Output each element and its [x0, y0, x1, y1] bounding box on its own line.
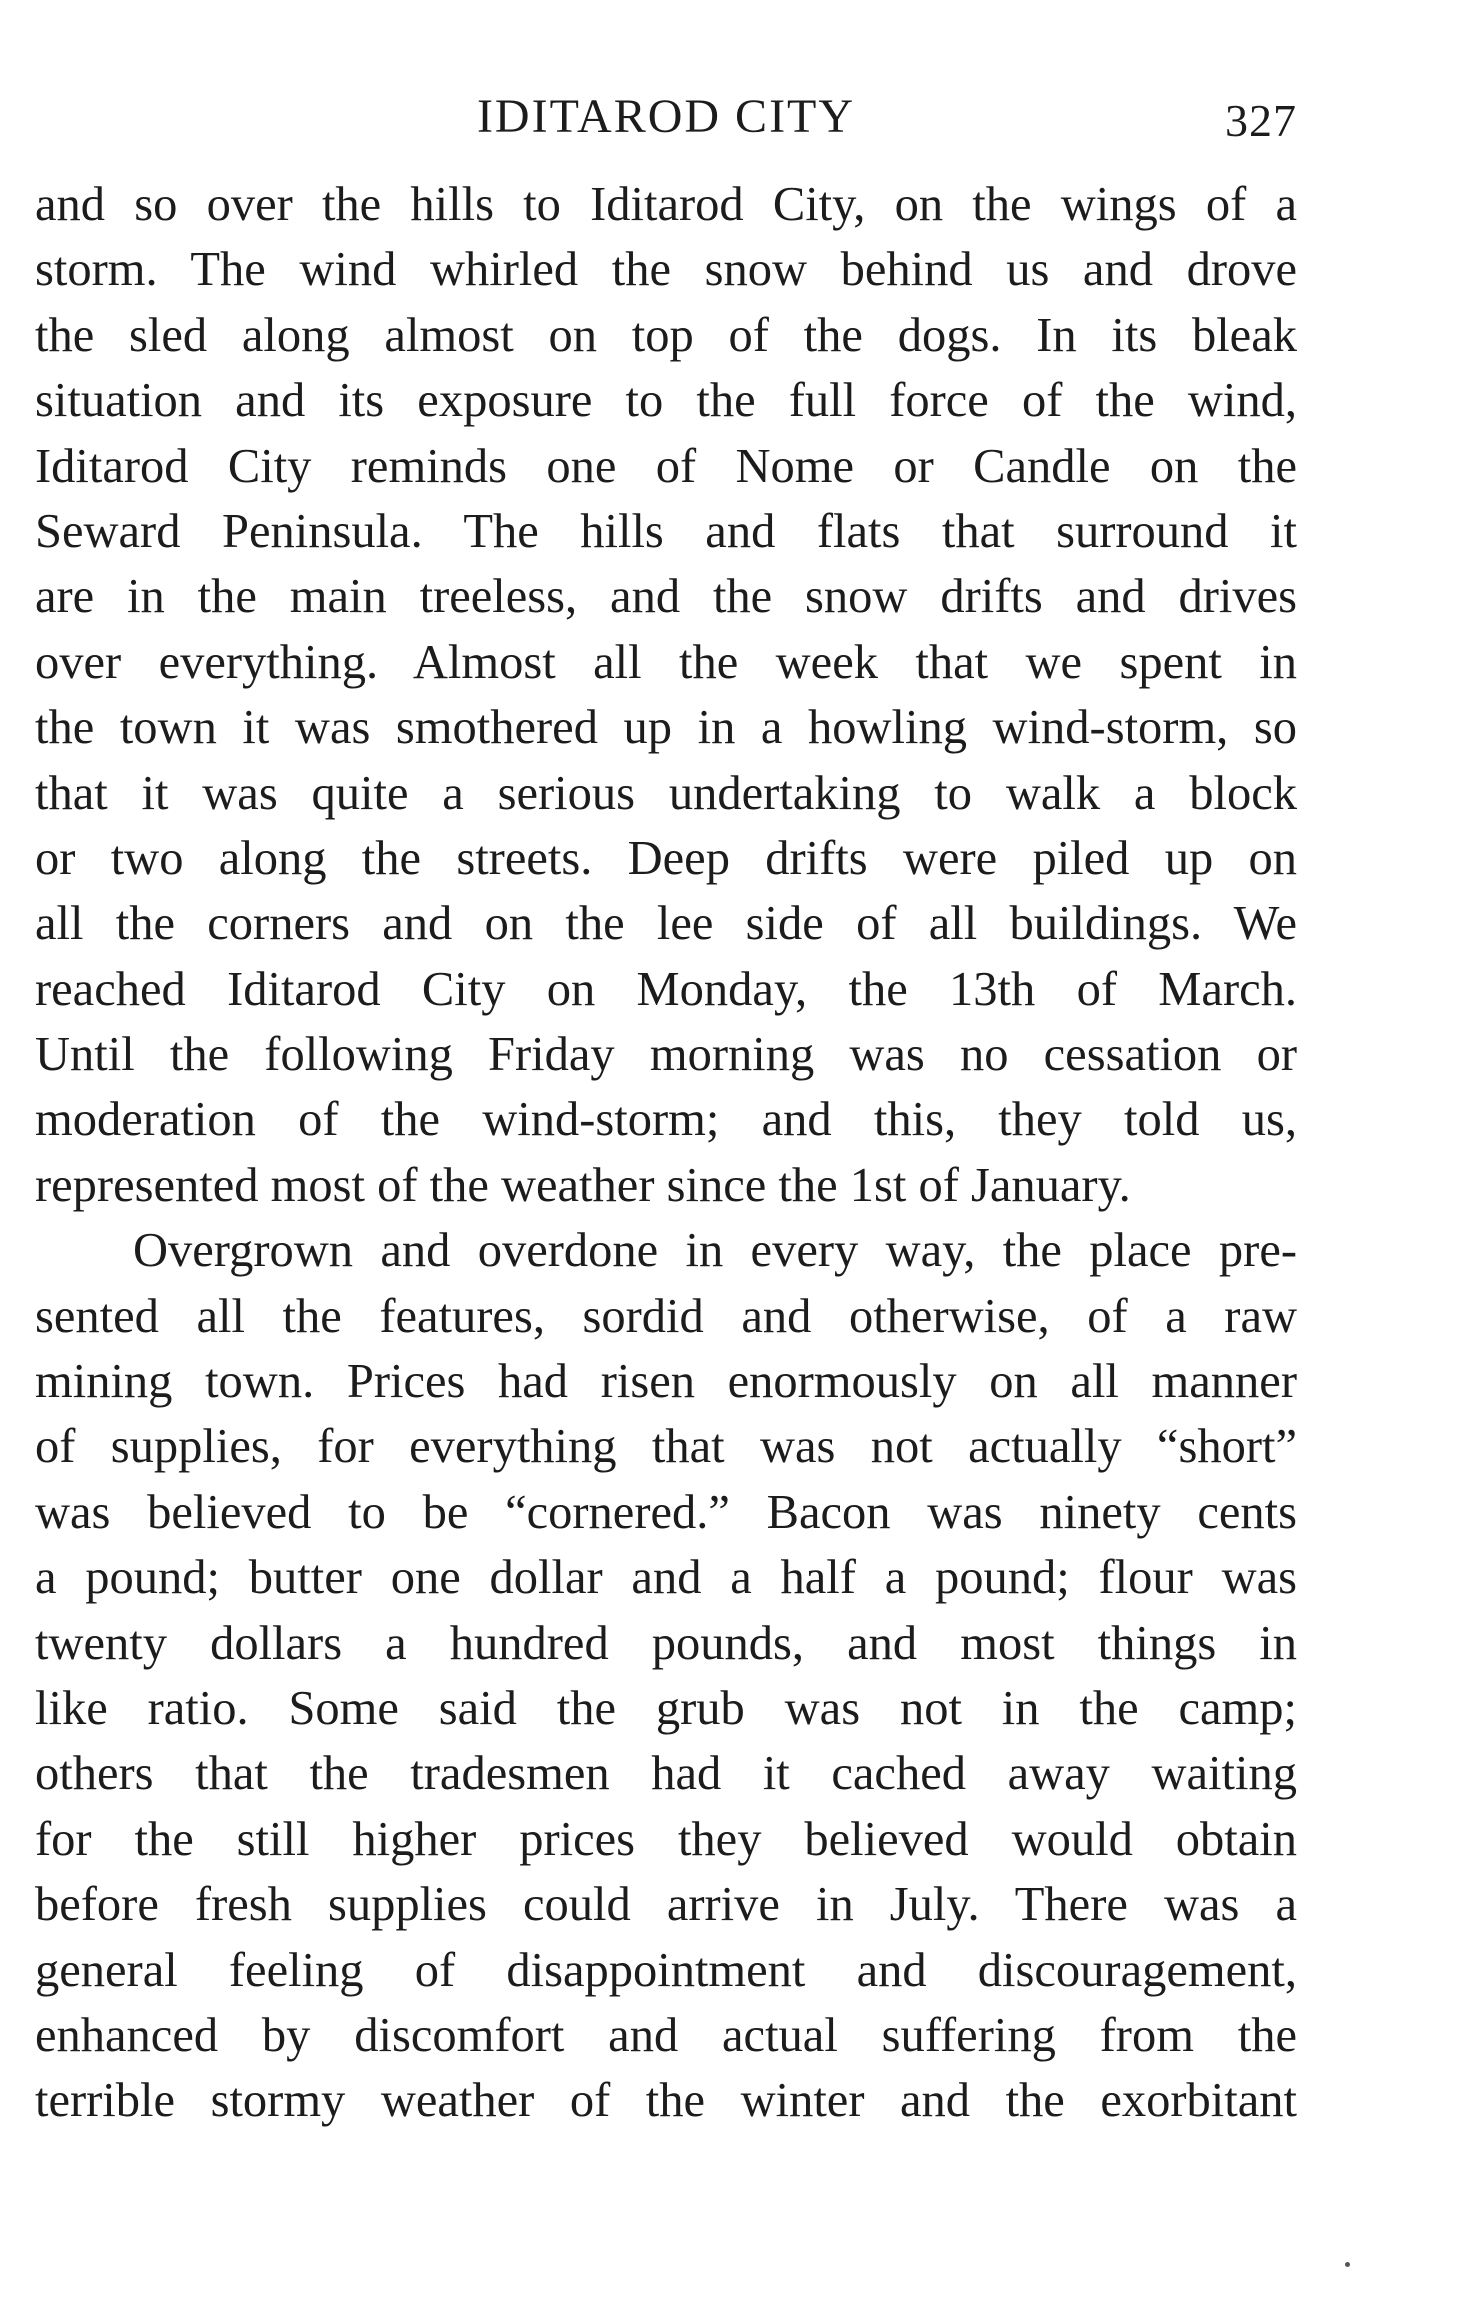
- paragraph-start-line: Overgrown and overdone in every way, the place pre-: [133, 1224, 1297, 1278]
- text-line: that it was quite a serious undertaking to walk a block: [35, 766, 1297, 820]
- text-line: and so over the hills to Iditarod City, on the wings of a: [35, 178, 1297, 231]
- text-line: reached Iditarod City on Monday, the 13th of March.: [35, 962, 1297, 1016]
- text-line: sented all the features, sordid and otherwise, of a raw: [35, 1289, 1297, 1343]
- text-line: terrible stormy weather of the winter and the exorbitant: [35, 2074, 1297, 2128]
- text-line: situation and its exposure to the full force of the wind,: [35, 374, 1297, 428]
- text-line: before fresh supplies could arrive in July. There was a: [35, 1878, 1297, 1932]
- text-line: over everything. Almost all the week that we spent in: [35, 635, 1297, 689]
- text-line: mining town. Prices had risen enormously on all manner: [35, 1355, 1297, 1409]
- text-line: Until the following Friday morning was no cessation or: [35, 1028, 1297, 1082]
- text-line: a pound; butter one dollar and a half a pound; flour was: [35, 1551, 1297, 1605]
- text-line: are in the main treeless, and the snow drifts and drives: [35, 570, 1297, 624]
- text-line: was believed to be “cornered.” Bacon was ninety cents: [35, 1485, 1297, 1539]
- text-line: for the still higher prices they believed would obtain: [35, 1812, 1297, 1866]
- text-line: all the corners and on the lee side of all buildings. We: [35, 897, 1297, 951]
- page-number: 327: [1225, 95, 1297, 146]
- text-line: of supplies, for everything that was not actually “short”: [35, 1420, 1297, 1474]
- text-line: Seward Peninsula. The hills and flats that surround it: [35, 504, 1297, 558]
- text-line: twenty dollars a hundred pounds, and most things in: [35, 1616, 1297, 1670]
- text-line: like ratio. Some said the grub was not in the camp;: [35, 1681, 1297, 1735]
- text-line: enhanced by discomfort and actual suffering from the: [35, 2008, 1297, 2062]
- text-line: storm. The wind whirled the snow behind us and drove: [35, 243, 1297, 297]
- text-line: or two along the streets. Deep drifts were piled up on: [35, 831, 1297, 885]
- body-text: [35, 172, 1297, 2134]
- running-head: [35, 82, 1297, 152]
- text-line: the sled along almost on top of the dogs. In its bleak: [35, 308, 1297, 362]
- running-title: IDITAROD CITY: [476, 90, 856, 143]
- text-line: Iditarod City reminds one of Nome or Candle on the: [35, 439, 1297, 493]
- scan-speck: [1345, 2262, 1350, 2267]
- text-line: moderation of the wind-storm; and this, they told us,: [35, 1093, 1297, 1147]
- text-line: general feeling of disappointment and discouragement,: [35, 1943, 1297, 1997]
- text-line: others that the tradesmen had it cached away waiting: [35, 1747, 1297, 1801]
- text-line: represented most of the weather since the 1st of January.: [35, 1158, 1131, 1212]
- text-line: the town it was smothered up in a howling wind-storm, so: [35, 701, 1297, 755]
